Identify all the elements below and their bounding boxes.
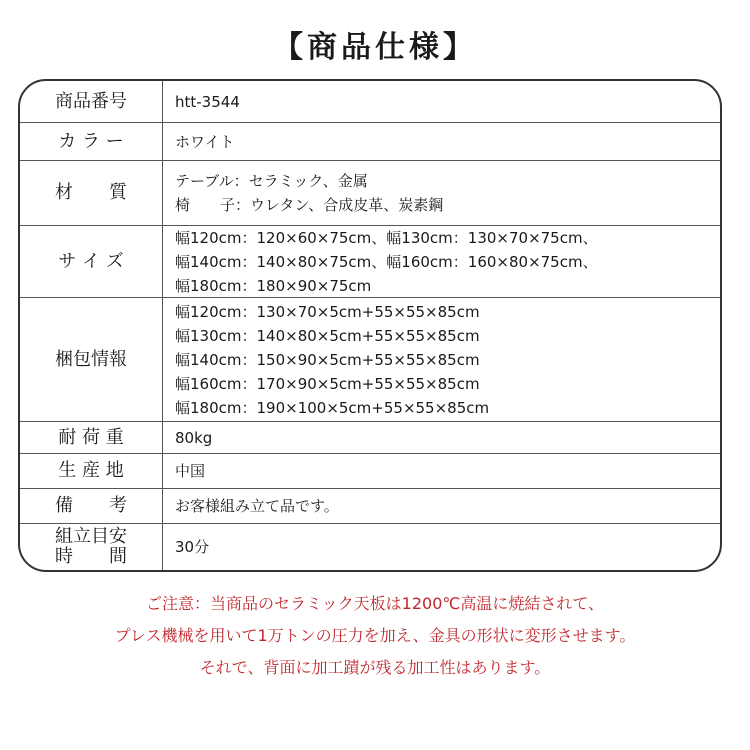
caution-notes	[0, 588, 750, 684]
row-value	[175, 524, 714, 570]
value-line: 幅180cm：190×100×5cm+55×55×85cm	[175, 398, 490, 417]
column-divider	[162, 524, 163, 570]
value-line: htt-3544	[175, 92, 240, 111]
column-divider	[162, 422, 163, 453]
row-label	[20, 81, 162, 122]
label-line: 材 質	[55, 182, 127, 203]
value-line: ホワイト	[175, 132, 235, 151]
row-label	[20, 123, 162, 160]
value-line: お客様組み立て品です。	[175, 497, 339, 515]
row-load-capacity	[20, 422, 720, 454]
row-assembly-time	[20, 524, 720, 570]
value-line: 幅120cm：120×60×75cm、幅130cm：130×70×75cm、	[175, 228, 598, 247]
value-line: 椅 子：ウレタン、合成皮革、炭素鋼	[175, 196, 444, 214]
column-divider	[162, 226, 163, 297]
row-value	[175, 123, 714, 160]
note-line: プレス機械を用いて1万トンの圧力を加え、金具の形状に変形させます。	[114, 626, 636, 645]
row-material	[20, 161, 720, 226]
label-line: 時 間	[55, 546, 127, 567]
value-line: 30分	[175, 538, 210, 556]
spec-table	[18, 79, 722, 572]
row-value	[175, 81, 714, 122]
row-remarks	[20, 489, 720, 524]
column-divider	[162, 298, 163, 421]
row-packing	[20, 298, 720, 422]
row-label	[20, 298, 162, 421]
row-value	[175, 161, 714, 225]
column-divider	[162, 489, 163, 523]
value-line: 幅120cm：130×70×5cm+55×55×85cm	[175, 302, 480, 321]
row-value	[175, 226, 714, 297]
row-label	[20, 489, 162, 523]
label-line: 商品番号	[55, 90, 127, 112]
label-line: 生 産 地	[58, 460, 124, 481]
row-label	[20, 524, 162, 570]
label-line: 備 考	[55, 495, 127, 516]
page-title: 【商品仕様】	[273, 30, 477, 65]
row-label	[20, 422, 162, 453]
column-divider	[162, 454, 163, 488]
row-value	[175, 454, 714, 488]
row-color	[20, 123, 720, 161]
label-line: カ ラ ー	[58, 130, 124, 152]
value-line: 幅130cm：140×80×5cm+55×55×85cm	[175, 326, 480, 345]
label-line: 梱包情報	[55, 348, 127, 370]
row-label	[20, 454, 162, 488]
value-line: テーブル：セラミック、金属	[175, 172, 368, 190]
label-line: 組立目安	[55, 526, 127, 547]
label-line: サ イ ズ	[58, 250, 124, 272]
value-line: 幅160cm：170×90×5cm+55×55×85cm	[175, 374, 480, 393]
value-line: 幅140cm：140×80×75cm、幅160cm：160×80×75cm、	[175, 252, 598, 271]
value-line: 中国	[175, 462, 206, 480]
column-divider	[162, 81, 163, 122]
column-divider	[162, 123, 163, 160]
row-value	[175, 298, 714, 421]
row-label	[20, 226, 162, 297]
row-product-number	[20, 81, 720, 123]
row-size	[20, 226, 720, 298]
column-divider	[162, 161, 163, 225]
value-line: 幅180cm：180×90×75cm	[175, 276, 372, 295]
note-line: それで、背面に加工蹟が残る加工性はあります。	[199, 658, 551, 677]
row-value	[175, 422, 714, 453]
label-line: 耐 荷 重	[58, 426, 124, 448]
row-label	[20, 161, 162, 225]
row-value	[175, 489, 714, 523]
value-line: 幅140cm：150×90×5cm+55×55×85cm	[175, 350, 480, 369]
row-origin	[20, 454, 720, 489]
note-line: ご注意：当商品のセラミック天板は1200℃高温に焼結されて、	[145, 594, 605, 613]
value-line: 80kg	[175, 428, 213, 447]
